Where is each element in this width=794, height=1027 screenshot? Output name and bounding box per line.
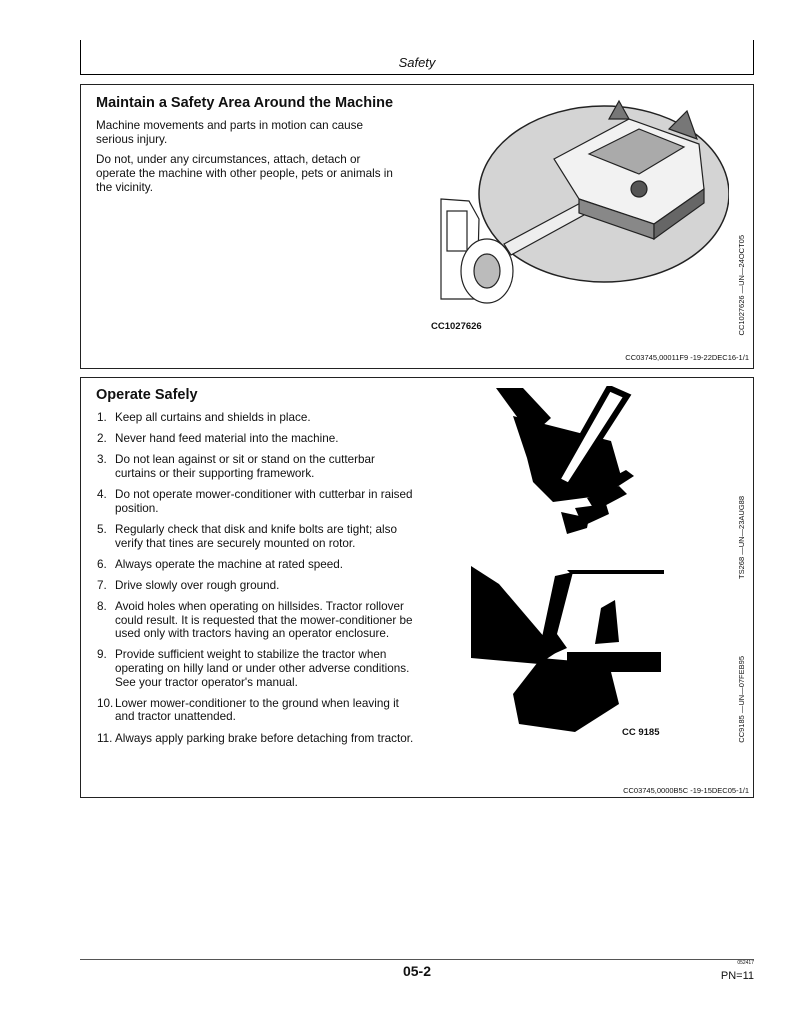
list-item: 1. Keep all curtains and shields in place. xyxy=(97,411,311,424)
section-title: Maintain a Safety Area Around the Machine xyxy=(96,95,394,111)
list-item: 6. Always operate the machine at rated speed. xyxy=(97,557,344,571)
section-operate-safely xyxy=(80,377,754,798)
footer-small-code: 052417 xyxy=(737,960,754,966)
list-item: 5. Regularly check that disk and knife bolts are tight; also verify that tines are securely mounted on rotor. xyxy=(97,522,397,550)
paragraph: Do not, under any circumstances, attach, detach or operate the machine with other people, pets or animals in the vicinity. xyxy=(96,153,393,194)
figure-label: CC 9185 xyxy=(622,727,660,738)
header-rule-bottom xyxy=(80,74,754,75)
list-item: 4. Do not operate mower-conditioner with cutterbar in raised position. xyxy=(97,488,413,515)
reference-code: CC03745,00011F9 -19-22DEC16-1/1 xyxy=(625,353,749,362)
figure-side-code: CC9185 —UN—07FEB95 xyxy=(737,656,746,743)
list-item: 7. Drive slowly over rough ground. xyxy=(97,578,280,592)
paragraph: Machine movements and parts in motion can cause serious injury. xyxy=(96,119,364,146)
page-number: 05-2 xyxy=(402,963,432,979)
list-item: 11. Always apply parking brake before detaching from tractor. xyxy=(97,731,414,745)
figure-side-code: CC1027626 —UN—24OCT05 xyxy=(737,235,746,336)
section-title: Operate Safely xyxy=(96,387,198,403)
crush-hazard-pictogram xyxy=(469,564,664,732)
safety-list xyxy=(97,411,417,753)
figure-label: CC1027626 xyxy=(431,321,482,332)
figure-side-code: TS268 —UN—23AUG88 xyxy=(737,496,746,579)
page-pn: PN=11 xyxy=(720,970,754,982)
list-item: 2. Never hand feed material into the machine. xyxy=(97,432,339,446)
reference-code: CC03745,0000B5C -19-15DEC05-1/1 xyxy=(623,786,749,795)
list-item: 3. Do not lean against or sit or stand on the cutterbar curtains or their supporting framework. xyxy=(97,453,375,480)
hand-entanglement-pictogram xyxy=(491,386,651,551)
list-item: 8. Avoid holes when operating on hillsides. Tractor rollover could result. It is requested that the mower-conditioner be used only with tractors having an operator enclosure. xyxy=(97,600,413,641)
footer-rule xyxy=(80,959,754,960)
list-item: 10. Lower mower-conditioner to the ground when leaving it and tractor unattended. xyxy=(97,696,399,724)
list-item: 9. Provide sufficient weight to stabilize the tractor when operating on hilly land or under other adverse conditions. See your tractor operator's manual. xyxy=(97,648,410,689)
mower-safety-area-illustration xyxy=(439,99,729,319)
header-title: Safety xyxy=(398,55,436,70)
section-safety-area xyxy=(80,84,754,369)
